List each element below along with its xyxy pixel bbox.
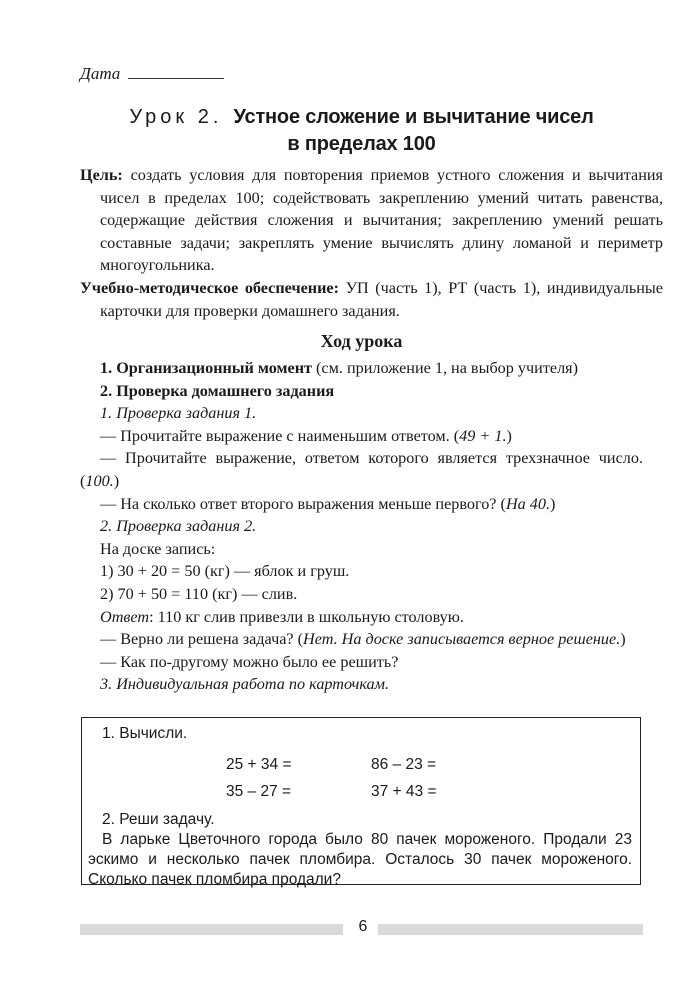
goal-text: создать условия для повторения приемов устного сложения и вычитания чисел в пределах 100; содействовать закреплению умений читать равенства, содержащие действия сложения и вычитания; закреплению умений решать составные задачи; закреплять умение вычислять длину ломаной и периметр многоугольника. xyxy=(100,166,664,274)
paren: ) xyxy=(113,471,120,490)
support-label: Учебно-методическое обеспечение: xyxy=(80,279,340,297)
paren: ) xyxy=(506,426,512,445)
answer-label: Ответ xyxy=(100,607,150,626)
problem-text: В ларьке Цветочного города было 80 пачек мороженого. Продали 23 эскимо и несколько пачек пломбира. Осталось 30 пачек мороженого. Сколько пачек пломбира продали? xyxy=(88,831,632,888)
check-2-label: 2. Проверка задания 2. xyxy=(100,517,257,536)
a3-text: На 40. xyxy=(505,494,551,513)
goal-label: Цель: xyxy=(80,166,123,184)
footer-bar-right xyxy=(378,924,643,935)
card-problem xyxy=(88,830,632,890)
card-task-2-title: 2. Реши задачу. xyxy=(102,811,215,828)
board-line-1: 1) 30 + 20 = 50 (кг) — яблок и груш. xyxy=(100,562,350,581)
step-1 xyxy=(80,357,643,380)
question-2 xyxy=(80,447,643,492)
check-1 xyxy=(80,402,643,425)
title-line-2: в пределах 100 xyxy=(287,133,436,155)
expression: 35 – 27 = xyxy=(226,783,292,800)
step-1-text: (см. приложение 1, на выбор учителя) xyxy=(316,359,578,377)
footer-bar-left xyxy=(80,924,343,935)
question-1 xyxy=(80,425,643,448)
step-2 xyxy=(80,380,643,403)
date-label: Дата xyxy=(80,64,121,83)
q2-text: — Прочитайте выражение, ответом которого является трехзначное число. ( xyxy=(80,449,643,490)
section-heading: Ход урока xyxy=(320,331,403,351)
task-card xyxy=(81,717,641,888)
card-task-1-title: 1. Вычисли. xyxy=(102,725,188,742)
board-label: На доске запись: xyxy=(100,539,216,558)
lesson-number: Урок 2. xyxy=(129,106,223,128)
check-3-label: 3. Индивидуальная работа по карточкам. xyxy=(100,675,390,694)
date-field xyxy=(80,64,224,84)
date-blank-line xyxy=(128,66,224,79)
question-4 xyxy=(80,628,643,651)
a1-text: 49 + 1. xyxy=(459,426,507,445)
expression: 25 + 34 = xyxy=(226,756,292,773)
expression: 86 – 23 = xyxy=(371,756,437,773)
q1-text: — Прочитайте выражение с наименьшим ответом. ( xyxy=(100,426,460,445)
question-3 xyxy=(80,493,643,516)
q3-text: — На сколько ответ второго выражения меньше первого? ( xyxy=(100,494,506,513)
title-line-1: Устное сложение и вычитание чисел xyxy=(233,106,594,128)
answer-text: : 110 кг слив привезли в школьную столовую. xyxy=(149,607,464,626)
goal-paragraph xyxy=(80,164,663,277)
support-paragraph xyxy=(80,277,663,322)
board-line-2: 2) 70 + 50 = 110 (кг) — слив. xyxy=(100,584,298,603)
a4-text: Нет. На доске записывается верное решение. xyxy=(303,630,621,649)
paren: ) xyxy=(620,630,626,649)
lesson-flow xyxy=(80,357,643,696)
page-number: 6 xyxy=(358,918,368,935)
page-title xyxy=(80,104,643,158)
expression: 37 + 43 = xyxy=(371,783,437,800)
answer-line xyxy=(80,606,643,629)
q4-text: — Верно ли решена задача? ( xyxy=(100,630,304,649)
a2-text: 100. xyxy=(85,471,114,490)
support-text: УП (часть 1), РТ (часть 1), индивидуальные карточки для проверки домашнего задания. xyxy=(100,279,663,320)
step-2-label: 2. Проверка домашнего задания xyxy=(100,381,335,400)
paren: ) xyxy=(550,494,556,513)
check-1-label: 1. Проверка задания 1. xyxy=(100,404,257,423)
question-5: — Как по-другому можно было ее решить? xyxy=(100,652,399,671)
check-2 xyxy=(80,515,643,538)
check-3 xyxy=(80,673,643,696)
step-1-label: 1. Организационный момент xyxy=(100,359,312,377)
